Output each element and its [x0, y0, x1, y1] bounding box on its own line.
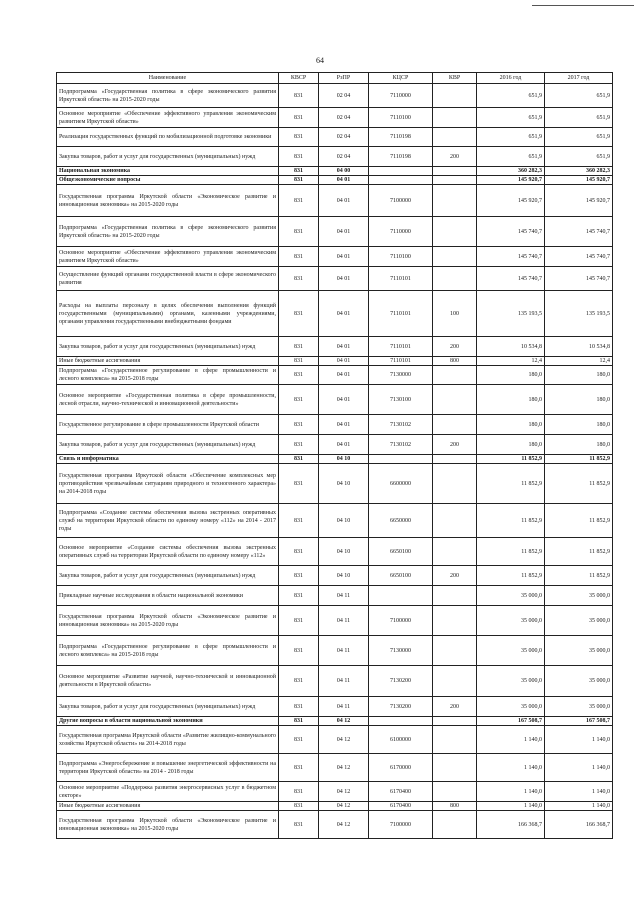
cell-kcsr: 7130102 [369, 415, 433, 435]
table-row [57, 802, 613, 811]
cell-2017: 166 368,7 [545, 811, 613, 839]
cell-2016: 35 000,0 [477, 636, 545, 666]
cell-kcsr: 7130100 [369, 385, 433, 415]
cell-2017: 651,9 [545, 84, 613, 108]
cell-kvsr: 831 [279, 435, 319, 455]
cell-rzpr: 04 01 [319, 291, 369, 337]
cell-kvr [433, 538, 477, 566]
cell-kvsr: 831 [279, 291, 319, 337]
cell-rzpr: 02 04 [319, 147, 369, 167]
cell-kvsr: 831 [279, 666, 319, 697]
cell-2017: 145 740,7 [545, 267, 613, 291]
cell-rzpr: 04 11 [319, 666, 369, 697]
cell-kvr [433, 415, 477, 435]
cell-2017: 12,4 [545, 357, 613, 366]
table-row [57, 726, 613, 754]
cell-kcsr: 6650100 [369, 566, 433, 586]
cell-rzpr: 04 01 [319, 357, 369, 366]
cell-kvsr: 831 [279, 636, 319, 666]
cell-rzpr: 04 10 [319, 566, 369, 586]
cell-kvsr: 831 [279, 811, 319, 839]
cell-kcsr: 7110198 [369, 147, 433, 167]
cell-name: Основное мероприятие «Обеспечение эффективного управления экономическим развитием Иркутской области» [57, 108, 279, 128]
cell-name: Расходы на выплаты персоналу в целях обеспечения выполнения функций государственными (муниципальными) органами, казенными учреждениями, органами управления государственными внебюджетными фондами [57, 291, 279, 337]
cell-2016: 35 000,0 [477, 606, 545, 636]
cell-kvsr: 831 [279, 247, 319, 267]
table-row [57, 717, 613, 726]
cell-name: Государственная программа Иркутской области «Обеспечение комплексных мер противодействия чрезвычайным ситуациям природного и техногенного характера» на 2014-2018 годы [57, 464, 279, 504]
cell-kvsr: 831 [279, 455, 319, 464]
cell-2017: 651,9 [545, 108, 613, 128]
cell-2017: 35 000,0 [545, 666, 613, 697]
cell-rzpr: 04 01 [319, 435, 369, 455]
cell-kcsr: 6170400 [369, 782, 433, 802]
cell-kvsr: 831 [279, 586, 319, 606]
table-row [57, 782, 613, 802]
cell-name: Осуществление функций органами государственной власти в сфере экономического развития [57, 267, 279, 291]
cell-kcsr: 6600000 [369, 464, 433, 504]
cell-name: Государственная программа Иркутской области «Экономическое развитие и инновационная экономика» на 2015-2020 годы [57, 811, 279, 839]
cell-2017: 11 852,9 [545, 504, 613, 538]
cell-rzpr: 02 04 [319, 84, 369, 108]
table-row [57, 606, 613, 636]
table-row [57, 754, 613, 782]
cell-rzpr: 04 00 [319, 167, 369, 176]
cell-2016: 11 852,9 [477, 455, 545, 464]
cell-2017: 35 000,0 [545, 586, 613, 606]
table-row [57, 366, 613, 385]
cell-2017: 11 852,9 [545, 566, 613, 586]
cell-kvsr: 831 [279, 717, 319, 726]
cell-2017: 180,0 [545, 385, 613, 415]
cell-kvsr: 831 [279, 217, 319, 247]
cell-kvsr: 831 [279, 606, 319, 636]
cell-2017: 135 193,5 [545, 291, 613, 337]
cell-rzpr: 04 10 [319, 464, 369, 504]
table-row [57, 108, 613, 128]
cell-name: Подпрограмма «Государственное регулирование в сфере промышленности и лесного комплекса» на 2015-2018 годы [57, 366, 279, 385]
table-row [57, 538, 613, 566]
cell-2016: 1 140,0 [477, 782, 545, 802]
cell-2016: 180,0 [477, 366, 545, 385]
cell-kcsr [369, 455, 433, 464]
cell-kvr [433, 586, 477, 606]
header-2016: 2016 год [477, 73, 545, 84]
cell-2017: 35 000,0 [545, 697, 613, 717]
cell-2017: 651,9 [545, 147, 613, 167]
cell-kcsr: 7130200 [369, 666, 433, 697]
cell-2016: 180,0 [477, 385, 545, 415]
cell-2016: 360 282,3 [477, 167, 545, 176]
cell-kvsr: 831 [279, 357, 319, 366]
table-row [57, 147, 613, 167]
cell-2017: 651,9 [545, 128, 613, 147]
cell-name: Подпрограмма «Государственная политика в сфере экономического развития Иркутской области» на 2015-2020 годы [57, 217, 279, 247]
cell-kcsr: 7100000 [369, 606, 433, 636]
cell-kvsr: 831 [279, 147, 319, 167]
cell-kvr [433, 717, 477, 726]
cell-2017: 1 140,0 [545, 802, 613, 811]
cell-rzpr: 04 10 [319, 455, 369, 464]
cell-kcsr: 7110000 [369, 217, 433, 247]
cell-2016: 35 000,0 [477, 586, 545, 606]
header-kcsr: КЦСР [369, 73, 433, 84]
cell-kvr [433, 606, 477, 636]
cell-kcsr: 6170400 [369, 802, 433, 811]
cell-name: Закупка товаров, работ и услуг для государственных (муниципальных) нужд [57, 566, 279, 586]
cell-kvsr: 831 [279, 337, 319, 357]
cell-kvr: 200 [433, 435, 477, 455]
cell-kvr [433, 504, 477, 538]
cell-kvr [433, 811, 477, 839]
cell-kvsr: 831 [279, 385, 319, 415]
table-row [57, 566, 613, 586]
table-row [57, 185, 613, 217]
cell-kvr [433, 176, 477, 185]
cell-rzpr: 04 11 [319, 636, 369, 666]
cell-kvsr: 831 [279, 167, 319, 176]
table-row [57, 128, 613, 147]
cell-name: Основное мероприятие «Развитие научной, научно-технической и инновационной деятельности в Иркутской области» [57, 666, 279, 697]
table-row [57, 291, 613, 337]
header-kvr: КВР [433, 73, 477, 84]
cell-rzpr: 04 01 [319, 366, 369, 385]
budget-table [56, 72, 613, 839]
cell-2017: 145 920,7 [545, 185, 613, 217]
cell-kvr: 100 [433, 291, 477, 337]
cell-name: Закупка товаров, работ и услуг для государственных (муниципальных) нужд [57, 435, 279, 455]
cell-name: Закупка товаров, работ и услуг для государственных (муниципальных) нужд [57, 697, 279, 717]
cell-name: Закупка товаров, работ и услуг для государственных (муниципальных) нужд [57, 337, 279, 357]
cell-2016: 1 140,0 [477, 754, 545, 782]
table-row [57, 167, 613, 176]
cell-2017: 10 534,8 [545, 337, 613, 357]
cell-kcsr: 7110101 [369, 337, 433, 357]
cell-name: Подпрограмма «Энергосбережение и повышение энергетической эффективности на территории Иркутской области» на 2014 - 2018 годы [57, 754, 279, 782]
cell-kcsr [369, 167, 433, 176]
cell-2016: 651,9 [477, 128, 545, 147]
cell-kvsr: 831 [279, 697, 319, 717]
table-row [57, 357, 613, 366]
cell-2017: 167 508,7 [545, 717, 613, 726]
cell-2017: 360 282,3 [545, 167, 613, 176]
cell-rzpr: 04 11 [319, 697, 369, 717]
cell-kvsr: 831 [279, 366, 319, 385]
cell-2016: 145 740,7 [477, 217, 545, 247]
cell-2016: 145 740,7 [477, 267, 545, 291]
cell-rzpr: 04 01 [319, 247, 369, 267]
cell-kvr [433, 167, 477, 176]
table-row [57, 455, 613, 464]
cell-kvsr: 831 [279, 802, 319, 811]
cell-2017: 180,0 [545, 415, 613, 435]
cell-2016: 145 740,7 [477, 247, 545, 267]
cell-kvsr: 831 [279, 108, 319, 128]
cell-kcsr: 7110101 [369, 357, 433, 366]
cell-2016: 651,9 [477, 147, 545, 167]
cell-kvr: 800 [433, 357, 477, 366]
cell-kvsr: 831 [279, 176, 319, 185]
cell-2016: 180,0 [477, 435, 545, 455]
cell-kvr: 200 [433, 147, 477, 167]
cell-kvr [433, 217, 477, 247]
cell-kvr [433, 726, 477, 754]
table-row [57, 811, 613, 839]
cell-kvr [433, 366, 477, 385]
cell-2017: 180,0 [545, 435, 613, 455]
cell-name: Национальная экономика [57, 167, 279, 176]
cell-2017: 1 140,0 [545, 754, 613, 782]
cell-kcsr: 7130200 [369, 697, 433, 717]
table-row [57, 415, 613, 435]
cell-name: Основное мероприятие «Государственная политика в сфере промышленности, лесной отрасли, научно-технической и инновационной деятельности» [57, 385, 279, 415]
cell-rzpr: 02 04 [319, 128, 369, 147]
cell-kvr [433, 385, 477, 415]
cell-kvr [433, 84, 477, 108]
header-name: Наименование [57, 73, 279, 84]
cell-kvr [433, 464, 477, 504]
table-row [57, 247, 613, 267]
cell-2017: 1 140,0 [545, 782, 613, 802]
table-row [57, 84, 613, 108]
cell-rzpr: 04 01 [319, 337, 369, 357]
cell-name: Иные бюджетные ассигнования [57, 802, 279, 811]
cell-rzpr: 04 12 [319, 802, 369, 811]
header-kvsr: КВСР [279, 73, 319, 84]
cell-rzpr: 04 12 [319, 782, 369, 802]
cell-2016: 1 140,0 [477, 726, 545, 754]
cell-2017: 11 852,9 [545, 464, 613, 504]
table-row [57, 217, 613, 247]
cell-2017: 145 920,7 [545, 176, 613, 185]
table-row [57, 385, 613, 415]
cell-kcsr: 7110101 [369, 267, 433, 291]
cell-2016: 11 852,9 [477, 566, 545, 586]
cell-name: Другие вопросы в области национальной экономики [57, 717, 279, 726]
cell-kvr [433, 267, 477, 291]
cell-kvsr: 831 [279, 782, 319, 802]
cell-kcsr: 7130000 [369, 366, 433, 385]
cell-name: Основное мероприятие «Создание системы обеспечения вызова экстренных оперативных служб на территории Иркутской области по единому номеру «112» [57, 538, 279, 566]
cell-kvsr: 831 [279, 415, 319, 435]
cell-2016: 35 000,0 [477, 697, 545, 717]
cell-kvr: 200 [433, 566, 477, 586]
cell-kvr [433, 666, 477, 697]
cell-kcsr [369, 586, 433, 606]
cell-2016: 11 852,9 [477, 504, 545, 538]
cell-rzpr: 04 01 [319, 185, 369, 217]
cell-name: Реализация государственных функций по мобилизационной подготовке экономики [57, 128, 279, 147]
cell-rzpr: 04 01 [319, 385, 369, 415]
table-row [57, 697, 613, 717]
table-row [57, 636, 613, 666]
cell-2016: 167 508,7 [477, 717, 545, 726]
cell-kcsr: 7110198 [369, 128, 433, 147]
cell-kvr [433, 636, 477, 666]
cell-name: Государственная программа Иркутской области «Экономическое развитие и инновационная экономика» на 2015-2020 годы [57, 185, 279, 217]
cell-2017: 1 140,0 [545, 726, 613, 754]
cell-kvr [433, 185, 477, 217]
cell-kvr [433, 108, 477, 128]
cell-name: Закупка товаров, работ и услуг для государственных (муниципальных) нужд [57, 147, 279, 167]
cell-rzpr: 04 11 [319, 586, 369, 606]
cell-rzpr: 04 01 [319, 267, 369, 291]
cell-name: Подпрограмма «Создание системы обеспечения вызова экстренных оперативных служб на территории Иркутской области по единому номеру «112» на 2014 - 2017 годы [57, 504, 279, 538]
cell-name: Основное мероприятие «Обеспечение эффективного управления экономическим развитием Иркутской области» [57, 247, 279, 267]
cell-kvr [433, 754, 477, 782]
cell-rzpr: 04 01 [319, 415, 369, 435]
cell-name: Государственное регулирование в сфере промышленности Иркутской области [57, 415, 279, 435]
table-header-row [57, 73, 613, 84]
cell-2017: 35 000,0 [545, 606, 613, 636]
cell-kvsr: 831 [279, 566, 319, 586]
cell-kcsr: 7110100 [369, 247, 433, 267]
cell-name: Государственная программа Иркутской области «Экономическое развитие и инновационная экономика» на 2015-2020 годы [57, 606, 279, 636]
cell-2017: 180,0 [545, 366, 613, 385]
cell-kvr: 200 [433, 697, 477, 717]
table-row [57, 267, 613, 291]
cell-name: Иные бюджетные ассигнования [57, 357, 279, 366]
cell-rzpr: 04 01 [319, 176, 369, 185]
cell-name: Общеэкономические вопросы [57, 176, 279, 185]
cell-kcsr: 6650100 [369, 538, 433, 566]
cell-kcsr [369, 176, 433, 185]
cell-kvsr: 831 [279, 464, 319, 504]
cell-kvsr: 831 [279, 185, 319, 217]
cell-rzpr: 04 12 [319, 754, 369, 782]
header-rzpr: РзПР [319, 73, 369, 84]
cell-2016: 180,0 [477, 415, 545, 435]
cell-kcsr: 7110101 [369, 291, 433, 337]
cell-kvsr: 831 [279, 267, 319, 291]
cell-rzpr: 04 01 [319, 217, 369, 247]
cell-rzpr: 02 04 [319, 108, 369, 128]
cell-name: Подпрограмма «Государственная политика в сфере экономического развития Иркутской области» на 2015-2020 годы [57, 84, 279, 108]
cell-kvr [433, 128, 477, 147]
cell-rzpr: 04 12 [319, 717, 369, 726]
table-row [57, 666, 613, 697]
cell-2016: 11 852,9 [477, 538, 545, 566]
cell-kcsr: 7110000 [369, 84, 433, 108]
cell-2016: 145 920,7 [477, 185, 545, 217]
cell-name: Государственная программа Иркутской области «Развитие жилищно-коммунального хозяйства Иркутской области» на 2014-2018 годы [57, 726, 279, 754]
cell-kvsr: 831 [279, 538, 319, 566]
cell-rzpr: 04 10 [319, 504, 369, 538]
cell-kcsr: 6170000 [369, 754, 433, 782]
cell-rzpr: 04 12 [319, 726, 369, 754]
cell-name: Основное мероприятие «Поддержка развития энергосервисных услуг в бюджетном секторе» [57, 782, 279, 802]
cell-2016: 651,9 [477, 108, 545, 128]
table-row [57, 337, 613, 357]
cell-2016: 166 368,7 [477, 811, 545, 839]
top-rule [532, 5, 634, 6]
cell-kvsr: 831 [279, 726, 319, 754]
cell-kvr: 800 [433, 802, 477, 811]
cell-kcsr: 7110100 [369, 108, 433, 128]
cell-kvr [433, 455, 477, 464]
cell-2016: 12,4 [477, 357, 545, 366]
cell-rzpr: 04 10 [319, 538, 369, 566]
cell-kvsr: 831 [279, 754, 319, 782]
header-2017: 2017 год [545, 73, 613, 84]
table-row [57, 435, 613, 455]
cell-kcsr: 7100000 [369, 185, 433, 217]
cell-kvsr: 831 [279, 504, 319, 538]
cell-kvr [433, 782, 477, 802]
cell-2017: 35 000,0 [545, 636, 613, 666]
cell-2016: 651,9 [477, 84, 545, 108]
cell-name: Прикладные научные исследования в области национальной экономики [57, 586, 279, 606]
table-row [57, 464, 613, 504]
cell-2017: 145 740,7 [545, 217, 613, 247]
cell-2017: 145 740,7 [545, 247, 613, 267]
cell-rzpr: 04 11 [319, 606, 369, 636]
cell-kvsr: 831 [279, 84, 319, 108]
cell-kvr: 200 [433, 337, 477, 357]
cell-2017: 11 852,9 [545, 455, 613, 464]
cell-2017: 11 852,9 [545, 538, 613, 566]
table-row [57, 504, 613, 538]
cell-2016: 1 140,0 [477, 802, 545, 811]
page-number: 64 [316, 56, 324, 65]
cell-rzpr: 04 12 [319, 811, 369, 839]
cell-name: Подпрограмма «Государственное регулирование в сфере промышленности и лесного комплекса» на 2015-2018 годы [57, 636, 279, 666]
cell-name: Связь и информатика [57, 455, 279, 464]
cell-kvsr: 831 [279, 128, 319, 147]
cell-2016: 10 534,8 [477, 337, 545, 357]
cell-2016: 135 193,5 [477, 291, 545, 337]
cell-2016: 35 000,0 [477, 666, 545, 697]
cell-2016: 11 852,9 [477, 464, 545, 504]
cell-kcsr: 7130102 [369, 435, 433, 455]
cell-2016: 145 920,7 [477, 176, 545, 185]
cell-kcsr: 6650000 [369, 504, 433, 538]
cell-kcsr: 7130000 [369, 636, 433, 666]
cell-kcsr: 6100000 [369, 726, 433, 754]
cell-kcsr [369, 717, 433, 726]
cell-kcsr: 7100000 [369, 811, 433, 839]
cell-kvr [433, 247, 477, 267]
table-row [57, 176, 613, 185]
table-row [57, 586, 613, 606]
